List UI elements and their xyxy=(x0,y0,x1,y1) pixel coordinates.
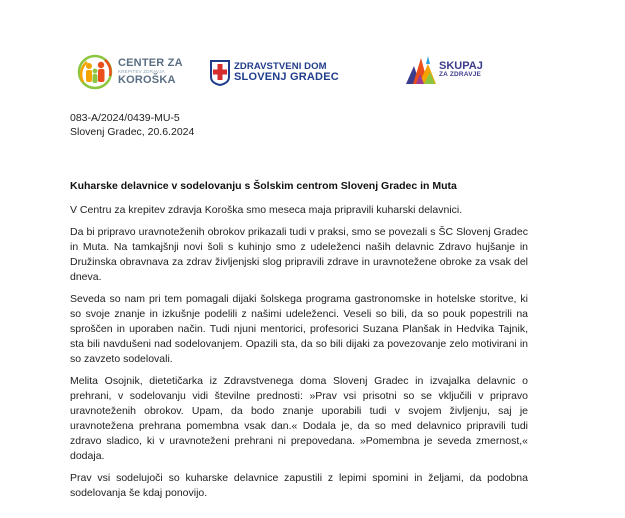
zd-logo-text xyxy=(234,62,339,84)
article-title: Kuharske delavnice v sodelovanju s Šolskim centrom Slovenj Gradec in Muta xyxy=(70,180,457,192)
ckz-logo-line3: KOROŠKA xyxy=(118,74,176,87)
header-logos xyxy=(0,52,625,96)
cross-shield-icon xyxy=(210,60,230,86)
paragraph: Da bi pripravo uravnoteženih obrokov prikazali tudi v praksi, smo se povezali s ŠC Slovenj Gradec in Muta. Na tamkajšnji novi šoli s kuhinjo smo z udeleženci naših delavnic Zdravo hujšanje in Družinska obravnava za zdrav življenjski slog pripravili zdrave in uravnotežene obroke za vsak del dneva. xyxy=(70,226,528,283)
ckz-logo-text xyxy=(118,58,183,87)
ckz-logo xyxy=(77,54,183,90)
paragraph: Melita Osojnik, dietetičarka iz Zdravstvenega doma Slovenj Gradec in izvajalka delavnic o prehrani, v sodelovanju vidi številne prednosti: »Prav vsi prisotni so se vključili v pripravo uravnoteženih obrokov. Upam, da bodo znanje uporabili tudi v svojem življenju, saj je uravnotežena prehrana pomembna vsak dan.« Dodala je, da so med delavnico pripravili tudi zdravo sladico, ki v uravnoteženi prehrani ni prepovedana. »Pomembna je seveda zmernost,« dodaja. xyxy=(70,375,528,462)
zd-logo-line2: SLOVENJ GRADEC xyxy=(234,71,339,84)
skupaj-logo-line2: ZA ZDRAVJE xyxy=(439,71,482,79)
skupaj-logo xyxy=(404,54,483,86)
ckz-logo-line1: CENTER ZA xyxy=(118,56,183,69)
reference-number: 083-A/2024/0439-MU-5 xyxy=(70,112,180,124)
colorful-mountains-icon xyxy=(404,54,438,86)
paragraph: Seveda so nam pri tem pomagali dijaki šolskega programa gastronomske in hotelske storitve, ki so svoje znanje in izkušnje podelili z našimi udeleženci. Veseli so bili, da so pouk popestrili na sproščen in uporaben način. Tudi njuni mentorici, profesorici Suzana Planšak in Hedvika Tajnik, sta bili navdušeni nad sodelovanjem. Opazili sta, da so bili dijaki za povezovanje zelo motivirani in so zavzeto sodelovali. xyxy=(70,293,528,365)
zd-logo-line1: ZDRAVSTVENI DOM xyxy=(234,61,327,73)
article-body xyxy=(70,203,528,508)
document-meta xyxy=(70,112,194,139)
family-figures-icon xyxy=(77,54,115,90)
skupaj-logo-line1: SKUPAJ xyxy=(439,59,483,72)
place-date: Slovenj Gradec, 20.6.2024 xyxy=(70,125,195,138)
paragraph: Prav vsi sodelujoči so kuharske delavnice zapustili z lepimi spomini in željami, da podobna sodelovanja še kdaj ponovijo. xyxy=(70,472,528,499)
zd-logo xyxy=(210,60,339,86)
ckz-logo-line2: KREPITEV ZDRAVJA xyxy=(118,68,165,74)
skupaj-logo-text xyxy=(439,61,483,79)
paragraph: V Centru za krepitev zdravja Koroška smo meseca maja pripravili kuharski delavnici. xyxy=(70,204,463,216)
